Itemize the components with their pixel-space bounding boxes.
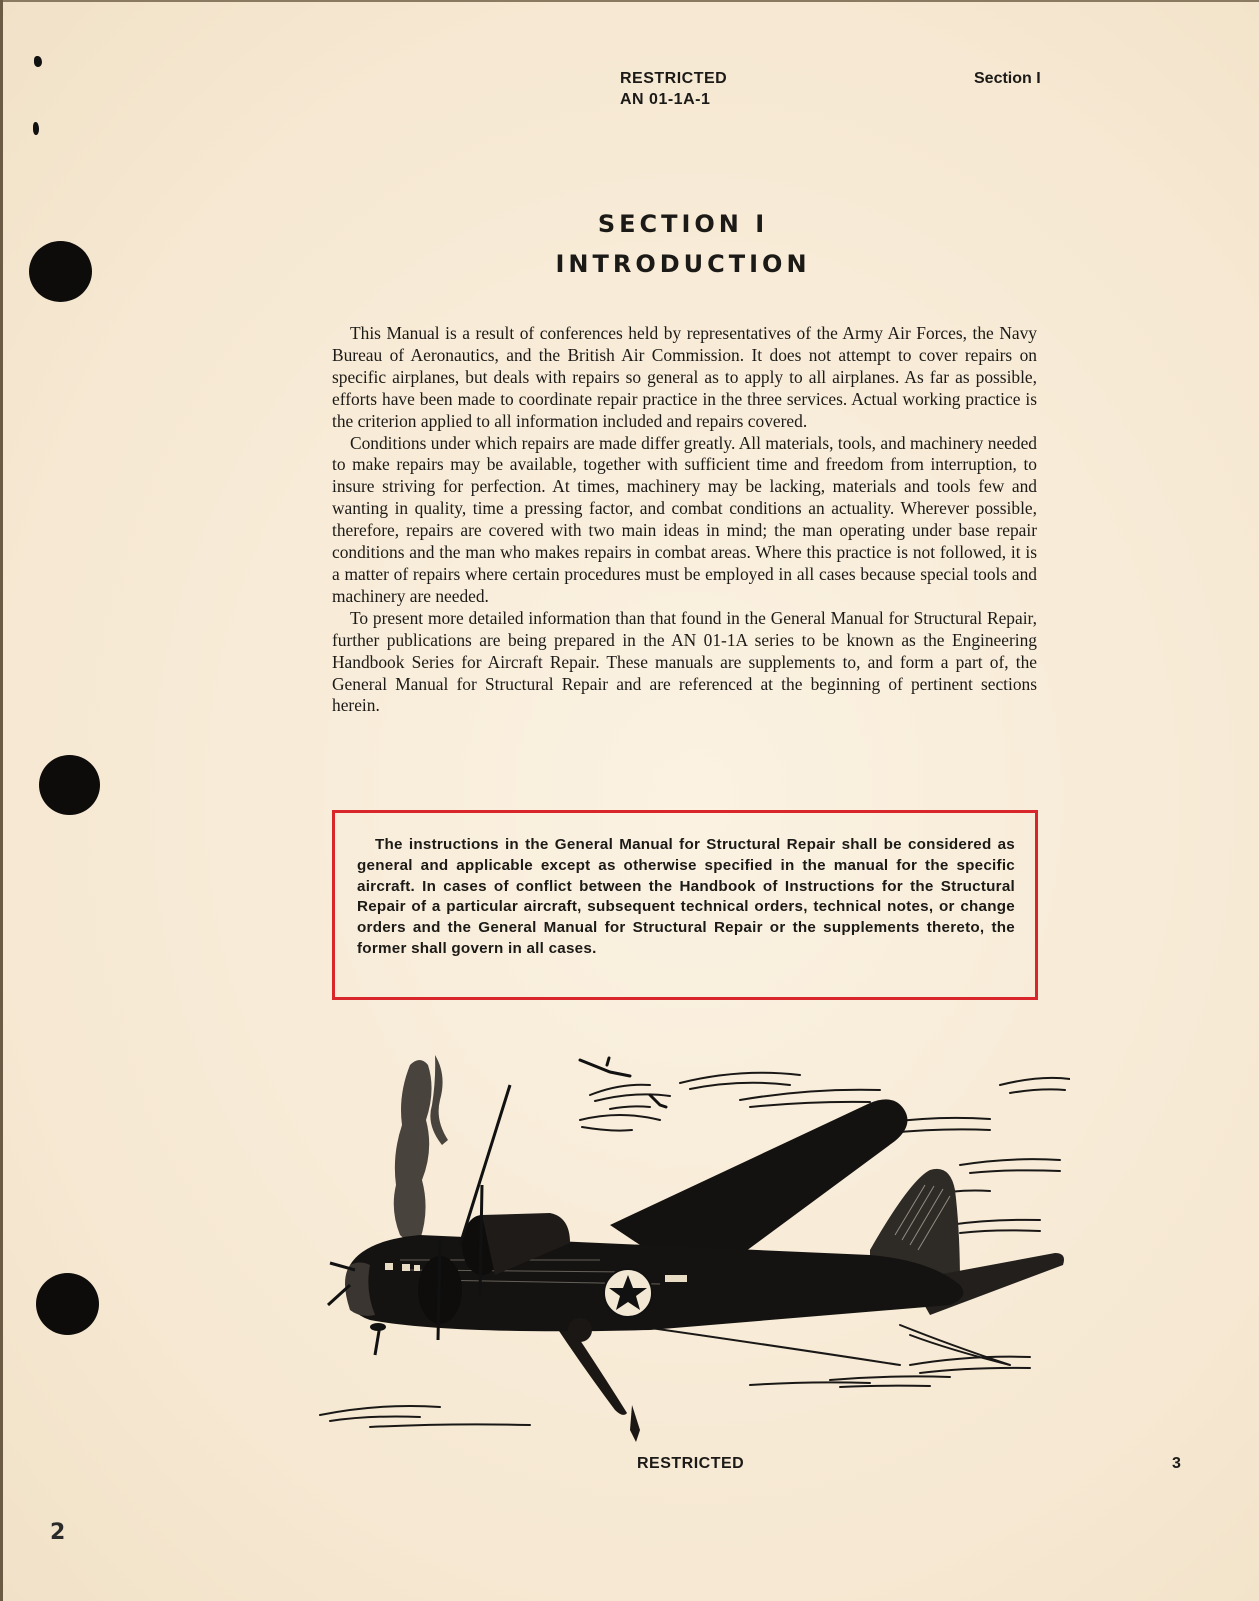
page-number: 3	[1172, 1455, 1181, 1472]
body-text	[332, 323, 1037, 717]
section-heading: INTRODUCTION	[555, 250, 811, 278]
callout-box	[332, 810, 1038, 1000]
bomber-illustration	[310, 1025, 1070, 1445]
page-edge-left	[0, 0, 3, 1601]
callout-text	[357, 835, 1015, 960]
section-title: SECTION I	[597, 210, 769, 238]
callout-paragraph: The instructions in the General Manual for Structural Repair shall be considered as general and applicable except as otherwise specified in the manual for the specific aircraft. In cases of conflict between the Handbook of Instructions for the Structural Repair of a particular aircraft, subsequent technical orders, technical notes, or change orders and the General Manual for Structural Repair or the supplements thereto, the former shall govern in all cases.	[357, 836, 1015, 957]
paragraph: Conditions under which repairs are made differ greatly. All materials, tools, and machinery needed to make repairs may be available, together with sufficient time and freedom from interruption, to insure striving for perfection. At times, machinery may be lacking, materials and tools few and wanting in quality, time a pressing factor, and combat conditions an actuality. Wherever possible, therefore, repairs are covered with two main ideas in mind; the man operating under base repair conditions and the man who makes repairs in combat areas. Where this practice is not followed, it is a matter of repairs where certain procedures must be employed in all cases because special tools and machinery are needed.	[332, 432, 1037, 606]
footer-classification: RESTRICTED	[637, 1455, 745, 1472]
header-classification: RESTRICTED	[620, 70, 728, 87]
punch-hole-3	[36, 1273, 99, 1335]
smoke-column-icon	[394, 1055, 448, 1242]
fighter-plane-icon	[580, 1058, 666, 1107]
page-header-center	[620, 68, 760, 110]
margin-stamp-number: 2	[50, 1520, 66, 1545]
header-section-label: Section I	[974, 70, 1041, 87]
paragraph: This Manual is a result of conferences held by representatives of the Army Air Forces, the Navy Bureau of Aeronautics, and the British Air Commission. It does not attempt to cover repairs on specific airplanes, but deals with repairs so general as to apply to all airplanes. As far as possible, efforts have been made to coordinate repair practice in the three services. Actual working practice is the criterion applied to all information included and repairs covered.	[332, 323, 1037, 431]
margin-speck	[34, 56, 42, 67]
margin-speck	[33, 122, 39, 135]
paragraph: To present more detailed information than that found in the General Manual for Structural Repair, further publications are being prepared in the AN 01-1A series to be known as the Engineering Handbook Series for Aircraft Repair. These manuals are supplements to, and form a part of, the General Manual for Structural Repair and are referenced at the beginning of pertinent sections herein.	[332, 607, 1037, 716]
header-document-number: AN 01-1A-1	[620, 91, 711, 108]
page-edge-top	[0, 0, 1259, 2]
punch-hole-2	[39, 755, 100, 815]
